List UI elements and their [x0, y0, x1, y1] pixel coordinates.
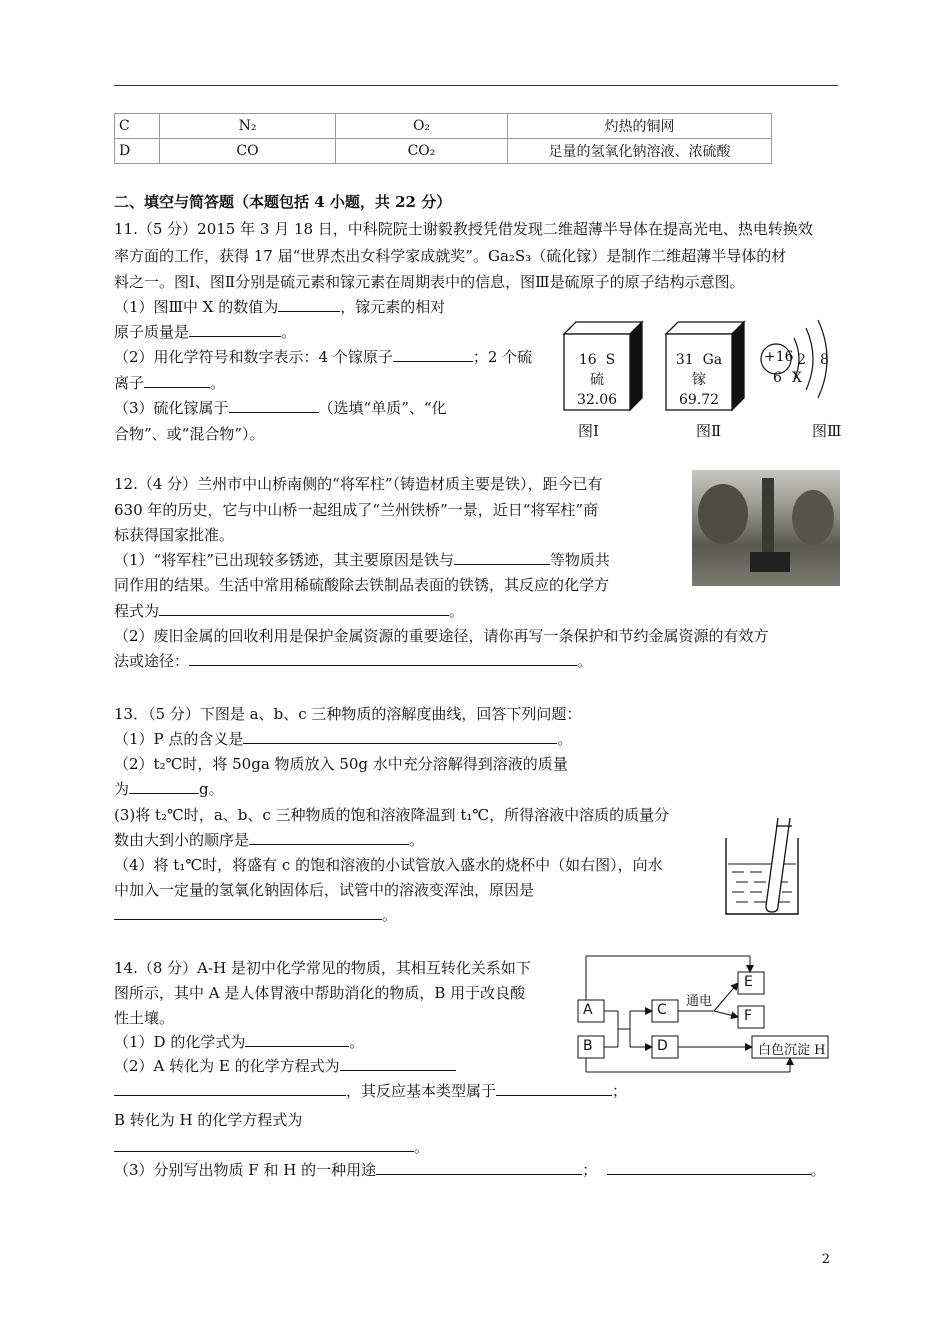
- shell-electrons: 6: [773, 370, 782, 386]
- text: （2）A 转化为 E 的化学方程式为: [114, 1057, 340, 1075]
- q13-part4: （4）将 t₁℃时，将盛有 c 的饱和溶液的小试管放入盛水的烧杯中（如右图），向水: [114, 856, 663, 874]
- q14-part1: [114, 1032, 364, 1052]
- q11-part1-cont: [114, 322, 296, 342]
- photo-tree: [698, 484, 748, 544]
- element-name: 镓: [692, 372, 706, 388]
- option-letter: C: [115, 114, 160, 139]
- text: 原子质量是: [114, 323, 190, 341]
- node-h: 白色沉淀 H: [758, 1043, 826, 1058]
- text: 。: [210, 374, 226, 392]
- node-a: A: [583, 1002, 593, 1018]
- answer-blank[interactable]: [144, 373, 210, 388]
- option-letter: D: [115, 139, 160, 164]
- q11-text-line: 料之一。图Ⅰ、图Ⅱ分别是硫元素和镓元素在周期表中的信息，图Ⅲ是硫原子的原子结构示意图。: [114, 273, 745, 291]
- node-e: E: [744, 974, 753, 990]
- answer-blank[interactable]: [189, 651, 577, 666]
- text: （选填“单质”、“化: [318, 399, 447, 417]
- text: ；2 个硫: [472, 348, 533, 366]
- node-f: F: [744, 1008, 753, 1024]
- photo-pillar: [762, 478, 774, 558]
- q14-part2-cont: [114, 1081, 627, 1101]
- shell-electrons: 2: [797, 352, 806, 368]
- figure-label: 图Ⅰ: [578, 422, 599, 440]
- answer-blank[interactable]: [340, 1056, 456, 1071]
- sulfur-info: [566, 350, 628, 410]
- q13-part1: [114, 729, 572, 749]
- q13-part2-cont: [114, 779, 224, 799]
- table-cell: N₂: [160, 114, 336, 139]
- q13-part4-cont: 中加入一定量的氢氧化钠固体后，试管中的溶液变浑浊，原因是: [114, 881, 535, 899]
- q14-part3: [114, 1160, 826, 1180]
- element-symbol: Ga: [702, 352, 723, 368]
- text: ，其反应基本类型属于: [346, 1082, 497, 1100]
- q14-part2: [114, 1056, 456, 1076]
- text: （1）D 的化学式为: [114, 1033, 246, 1051]
- table-cell: O₂: [336, 114, 508, 139]
- table-cell: CO: [160, 139, 336, 164]
- text: （2）用化学符号和数字表示：4 个镓原子: [114, 348, 393, 366]
- answer-blank[interactable]: [607, 1160, 811, 1175]
- table-cell: 足量的氢氧化钠溶液、浓硫酸: [508, 139, 772, 164]
- general-pillar-photo: [692, 470, 840, 586]
- q13-part2: （2）t₂℃时，将 50ga 物质放入 50g 水中充分溶解得到溶液的质量: [114, 755, 568, 773]
- node-d: D: [657, 1038, 668, 1054]
- atomic-mass: 32.06: [576, 392, 618, 408]
- q11-part3-cont: [114, 424, 265, 444]
- q12-part1: [114, 550, 610, 570]
- shell-electrons: X: [792, 370, 802, 386]
- q11-part1: [114, 297, 445, 317]
- q12-part2-cont: [114, 651, 592, 671]
- top-rule: [114, 85, 838, 86]
- q13-part3-cont: [114, 830, 424, 850]
- text: ；: [582, 1161, 598, 1179]
- text: 合物”、或“混合物”）。: [114, 425, 265, 443]
- q11-text-line: 率方面的工作，获得 17 届“世界杰出女科学家成就奖”。Ga₂S₃（硫化镓）是制作二维超薄半导体的材: [114, 247, 787, 265]
- text: 为: [114, 780, 130, 798]
- answer-blank[interactable]: [496, 1081, 612, 1096]
- answer-blank[interactable]: [243, 729, 557, 744]
- q11-part2-cont: [114, 373, 225, 393]
- q14-text-line: 性土壤。: [114, 1009, 175, 1027]
- table-cell: CO₂: [336, 139, 508, 164]
- answer-blank[interactable]: [114, 1137, 414, 1152]
- text: 离子: [114, 374, 145, 392]
- element-symbol: S: [605, 352, 616, 368]
- answer-blank[interactable]: [129, 779, 199, 794]
- atomic-number: 16: [578, 352, 597, 368]
- figure-label: 图Ⅲ: [812, 422, 842, 440]
- photo-sign: [750, 552, 790, 572]
- text: 程式为: [114, 602, 160, 620]
- q14-part2-b: B 转化为 H 的化学方程式为: [114, 1111, 303, 1129]
- q13-part3: (3)将 t₂℃时，a、b、c 三种物质的饱和溶液降温到 t₁℃，所得溶液中溶质的质量分: [114, 806, 670, 824]
- text: （1）P 点的含义是: [114, 730, 244, 748]
- arrow-label-electrolysis: 通电: [686, 994, 713, 1009]
- nucleus-charge: +16: [764, 349, 794, 365]
- q12-part1-cont: 同作用的结果。生活中常用稀硫酸除去铁制品表面的铁锈，其反应的化学方: [114, 576, 610, 594]
- figure-label: 图Ⅱ: [696, 422, 722, 440]
- q12-text-line: 12.（4 分）兰州市中山桥南侧的“将军柱”（铸造材质主要是铁），距今已有: [114, 475, 603, 493]
- text: 等物质共: [549, 551, 610, 569]
- atomic-mass: 69.72: [678, 392, 720, 408]
- page-number: 2: [821, 1252, 830, 1267]
- q14-part2-b-eq: [114, 1137, 429, 1157]
- text: （1）图Ⅲ中 X 的数值为: [114, 298, 279, 316]
- table-row: [115, 114, 772, 139]
- q13-text-line: 13．（5 分）下图是 a、b、c 三种物质的溶解度曲线，回答下列问题：: [114, 705, 582, 723]
- node-c: C: [657, 1002, 667, 1018]
- text: 数由大到小的顺序是: [114, 831, 250, 849]
- q11-part2: [114, 347, 532, 367]
- element-name: 硫: [590, 372, 604, 388]
- text: 。: [382, 906, 398, 924]
- answer-blank[interactable]: [249, 830, 409, 845]
- answer-blank[interactable]: [114, 905, 382, 920]
- q13-part4-end: [114, 905, 397, 925]
- options-table: [114, 113, 772, 164]
- text: （3）分别写出物质 F 和 H 的一种用途: [114, 1161, 377, 1179]
- q12-text-line: 标获得国家批准。: [114, 526, 235, 544]
- text: 法或途径：: [114, 652, 190, 670]
- text: 。: [414, 1138, 430, 1156]
- q14-text-line: 图所示，其中 A 是人体胃液中帮助消化的物质，B 用于改良酸: [114, 984, 526, 1002]
- answer-blank[interactable]: [114, 1081, 346, 1096]
- table-cell: 灼热的铜网: [508, 114, 772, 139]
- shell-electrons: 8: [820, 352, 829, 368]
- text: （3）硫化镓属于: [114, 399, 229, 417]
- text: ，镓元素的相对: [340, 298, 446, 316]
- q12-part2: （2）废旧金属的回收利用是保护金属资源的重要途径，请你再写一条保护和节约金属资源的有效方: [114, 627, 769, 645]
- q14-text-line: 14.（8 分）A-H 是初中化学常见的物质，其相互转化关系如下: [114, 959, 531, 977]
- q12-text-line: 630 年的历史，它与中山桥一起组成了“兰州铁桥”一景，近日“将军柱”商: [114, 501, 599, 519]
- answer-blank[interactable]: [245, 1032, 349, 1047]
- section-heading: 二、填空与简答题（本题包括 4 小题，共 22 分）: [114, 193, 452, 211]
- q11-text-line: 11.（5 分）2015 年 3 月 18 日，中科院院士谢毅教授凭借发现二维超薄半导体在提高光电、热电转换效: [114, 220, 813, 238]
- q12-part1-eq: [114, 601, 464, 621]
- node-b: B: [583, 1038, 593, 1054]
- text: （1）“将军柱”已出现较多锈迹，其主要原因是铁与: [114, 551, 454, 569]
- table-row: [115, 139, 772, 164]
- photo-tree: [792, 490, 834, 545]
- answer-blank[interactable]: [376, 1160, 582, 1175]
- answer-blank[interactable]: [159, 601, 449, 616]
- text: 。: [281, 323, 297, 341]
- text: 。: [557, 730, 573, 748]
- text: 。: [810, 1161, 826, 1179]
- beaker-testtube-icon: [722, 814, 806, 918]
- q11-part3: [114, 398, 447, 418]
- text: 。: [577, 652, 593, 670]
- answer-blank[interactable]: [454, 550, 550, 565]
- gallium-info: [668, 350, 730, 410]
- answer-blank[interactable]: [393, 347, 473, 362]
- text: 。: [449, 602, 465, 620]
- answer-blank[interactable]: [189, 322, 281, 337]
- text: 。: [409, 831, 425, 849]
- text: ；: [612, 1082, 628, 1100]
- text: 。: [349, 1033, 365, 1051]
- text: g。: [199, 780, 224, 798]
- atomic-number: 31: [675, 352, 694, 368]
- answer-blank[interactable]: [229, 398, 319, 413]
- answer-blank[interactable]: [278, 297, 340, 312]
